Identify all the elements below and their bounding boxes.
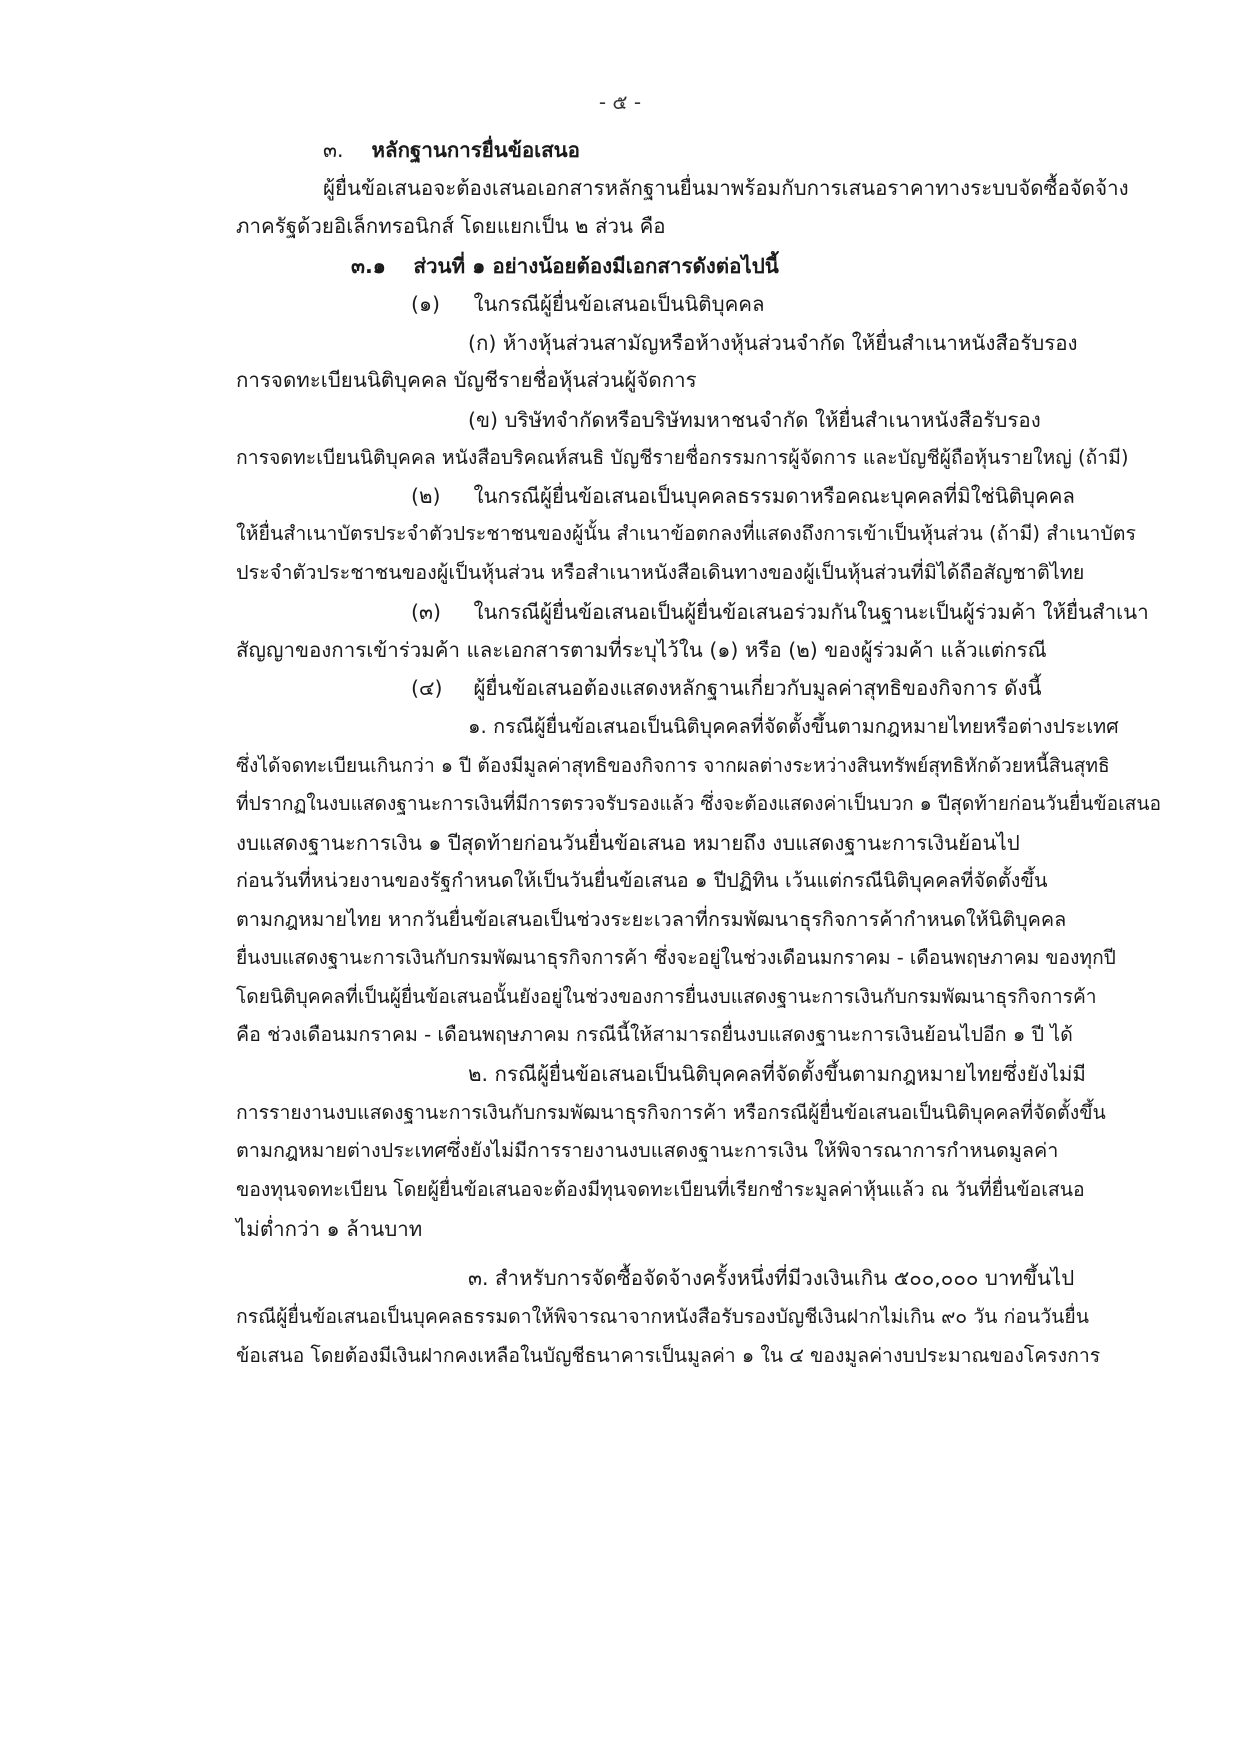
- item-2: [411, 476, 1136, 516]
- paragraph-line: สัญญาของการเข้าร่วมค้า และเอกสารตามที่ระบุไว้ใน (๑) หรือ (๒) ของผู้ร่วมค้า แล้วแต่กรณี: [236, 638, 1047, 662]
- item-text: ในกรณีผู้ยื่นข้อเสนอเป็นผู้ยื่นข้อเสนอร่วมกันในฐานะเป็นผู้ร่วมค้า ให้ยื่นสำเนา: [473, 600, 1149, 624]
- paragraph-line: โดยนิติบุคคลที่เป็นผู้ยื่นข้อเสนอนั้นยังอยู่ในช่วงของการยื่นงบแสดงฐานะการเงินกับกรมพัฒนาธุรกิจการค้า: [236, 985, 1097, 1008]
- item-number: (๓): [411, 600, 442, 624]
- subsection-number: ๓.๑: [351, 254, 386, 278]
- paragraph-line: (ก) ห้างหุ้นส่วนสามัญหรือห้างหุ้นส่วนจำกัด ให้ยื่นสำเนาหนังสือรับรอง: [468, 331, 1078, 355]
- subsection-heading: [351, 246, 1240, 286]
- paragraph-line: ผู้ยื่นข้อเสนอจะต้องเสนอเอกสารหลักฐานยื่นมาพร้อมกับการเสนอราคาทางระบบจัดซื้อจัดจ้าง: [323, 176, 1129, 200]
- paragraph-line: ให้ยื่นสำเนาบัตรประจำตัวประชาชนของผู้นั้น สำเนาข้อตกลงที่แสดงถึงการเข้าเป็นหุ้นส่วน (ถ้ามี) สำเนาบัตร: [236, 522, 1137, 545]
- page-number: - ๕ -: [598, 90, 642, 114]
- paragraph-line: ก่อนวันที่หน่วยงานของรัฐกำหนดให้เป็นวันยื่นข้อเสนอ ๑ ปีปฏิทิน เว้นแต่กรณีนิติบุคคลที่จัดตั้งขึ้น: [236, 869, 1048, 892]
- paragraph-line: การจดทะเบียนนิติบุคคล หนังสือบริคณห์สนธิ บัญชีรายชื่อกรรมการผู้จัดการ และบัญชีผู้ถือหุ้นรายใหญ่ (ถ้ามี): [236, 446, 1129, 469]
- section-heading: [323, 130, 1223, 170]
- paragraph-line: ซึ่งได้จดทะเบียนเกินกว่า ๑ ปี ต้องมีมูลค่าสุทธิของกิจการ จากผลต่างระหว่างสินทรัพย์สุทธิหักด้วยหนี้สินสุทธิ: [236, 754, 1110, 777]
- paragraph-line: ๒. กรณีผู้ยื่นข้อเสนอเป็นนิติบุคคลที่จัดตั้งขึ้นตามกฎหมายไทยซึ่งยังไม่มี: [468, 1062, 1086, 1086]
- paragraph-line: ประจำตัวประชาชนของผู้เป็นหุ้นส่วน หรือสำเนาหนังสือเดินทางของผู้เป็นหุ้นส่วนที่มิได้ถือสัญชาติไทย: [236, 561, 1085, 584]
- item-3: [411, 592, 1149, 632]
- paragraph-line: ตามกฎหมายไทย หากวันยื่นข้อเสนอเป็นช่วงระยะเวลาที่กรมพัฒนาธุรกิจการค้ากำหนดให้นิติบุคคล: [236, 908, 1067, 931]
- paragraph-line: ข้อเสนอ โดยต้องมีเงินฝากคงเหลือในบัญชีธนาคารเป็นมูลค่า ๑ ใน ๔ ของมูลค่างบประมาณของโครงการ: [236, 1344, 1101, 1367]
- paragraph-line: การจดทะเบียนนิติบุคคล บัญชีรายชื่อหุ้นส่วนผู้จัดการ: [236, 368, 697, 392]
- item-1: [411, 284, 1240, 324]
- item-number: (๔): [411, 676, 443, 700]
- paragraph-line: ภาครัฐด้วยอิเล็กทรอนิกส์ โดยแยกเป็น ๒ ส่วน คือ: [236, 214, 666, 238]
- item-number: (๑): [411, 292, 441, 316]
- item-text: ในกรณีผู้ยื่นข้อเสนอเป็นบุคคลธรรมดาหรือคณะบุคคลที่มิใช่นิติบุคคล: [473, 484, 1075, 508]
- paragraph-line: งบแสดงฐานะการเงิน ๑ ปีสุดท้ายก่อนวันยื่นข้อเสนอ หมายถึง งบแสดงฐานะการเงินย้อนไป: [236, 831, 1020, 855]
- paragraph-line: ๑. กรณีผู้ยื่นข้อเสนอเป็นนิติบุคคลที่จัดตั้งขึ้นตามกฎหมายไทยหรือต่างประเทศ: [468, 715, 1119, 738]
- item-4: [411, 668, 1136, 708]
- paragraph-line: คือ ช่วงเดือนมกราคม - เดือนพฤษภาคม กรณีนี้ให้สามารถยื่นงบแสดงฐานะการเงินย้อนไปอีก ๑ ปี ได้: [236, 1023, 1073, 1046]
- paragraph-line: ของทุนจดทะเบียน โดยผู้ยื่นข้อเสนอจะต้องมีทุนจดทะเบียนที่เรียกชำระมูลค่าหุ้นแล้ว ณ วันที่ยื่นข้อเสนอ: [236, 1178, 1085, 1201]
- paragraph-line: ไม่ต่ำกว่า ๑ ล้านบาท: [236, 1217, 423, 1241]
- subsection-title: ส่วนที่ ๑ อย่างน้อยต้องมีเอกสารดังต่อไปนี้: [413, 254, 779, 278]
- item-text: ในกรณีผู้ยื่นข้อเสนอเป็นนิติบุคคล: [473, 292, 765, 316]
- paragraph-line: (ข) บริษัทจำกัดหรือบริษัทมหาชนจำกัด ให้ยื่นสำเนาหนังสือรับรอง: [468, 408, 1041, 432]
- paragraph-line: กรณีผู้ยื่นข้อเสนอเป็นบุคคลธรรมดาให้พิจารณาจากหนังสือรับรองบัญชีเงินฝากไม่เกิน ๙๐ วัน ก่อนวันยื่น: [236, 1305, 1090, 1328]
- paragraph-line: ๓. สำหรับการจัดซื้อจัดจ้างครั้งหนึ่งที่มีวงเงินเกิน ๕๐๐,๐๐๐ บาทขึ้นไป: [468, 1266, 1075, 1290]
- section-title: หลักฐานการยื่นข้อเสนอ: [371, 138, 580, 162]
- paragraph-line: ตามกฎหมายต่างประเทศซึ่งยังไม่มีการรายงานงบแสดงฐานะการเงิน ให้พิจารณาการกำหนดมูลค่า: [236, 1139, 1059, 1162]
- paragraph-line: ยื่นงบแสดงฐานะการเงินกับกรมพัฒนาธุรกิจการค้า ซึ่งจะอยู่ในช่วงเดือนมกราคม - เดือนพฤษภาคม ของทุกปี: [236, 946, 1116, 969]
- paragraph-line: การรายงานงบแสดงฐานะการเงินกับกรมพัฒนาธุรกิจการค้า หรือกรณีผู้ยื่นข้อเสนอเป็นนิติบุคคลที่จัดตั้งขึ้น: [236, 1101, 1106, 1124]
- item-number: (๒): [411, 484, 441, 508]
- section-number: ๓.: [323, 138, 344, 162]
- item-text: ผู้ยื่นข้อเสนอต้องแสดงหลักฐานเกี่ยวกับมูลค่าสุทธิของกิจการ ดังนี้: [473, 676, 1042, 700]
- paragraph-line: ที่ปรากฏในงบแสดงฐานะการเงินที่มีการตรวจรับรองแล้ว ซึ่งจะต้องแสดงค่าเป็นบวก ๑ ปีสุดท้ายก่อนวันยื่นข้อเสนอ: [236, 792, 1162, 815]
